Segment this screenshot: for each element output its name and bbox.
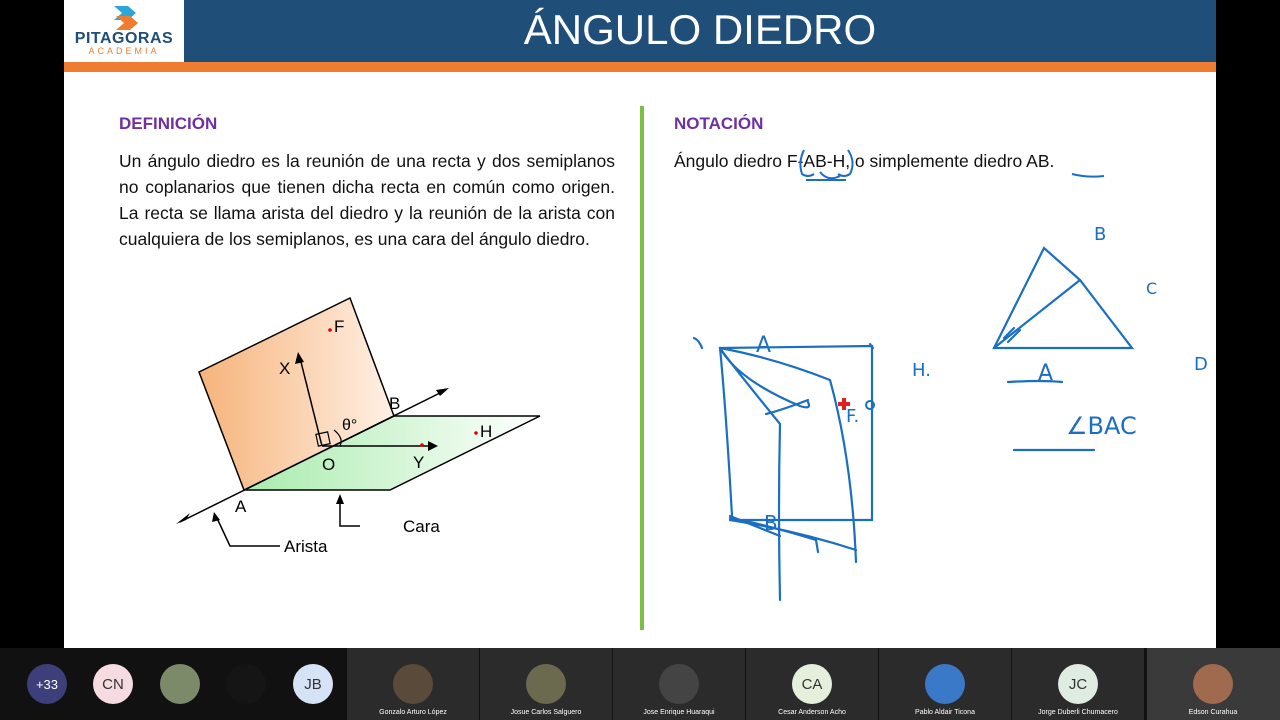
definition-text: Un ángulo diedro es la reunión de una recta y dos semiplanos no coplanarios que tienen dicha recta en común como origen. La recta se llama arista del diedro y la reunión de la arista con cualquiera de los semiplanos, es una cara del ángulo diedro. xyxy=(119,151,615,249)
participant-tile[interactable] xyxy=(480,648,612,720)
participant-name: Pablo Aldair Ticona xyxy=(915,709,975,716)
participant-name: Cesar Anderson Acho xyxy=(778,709,846,716)
header-stripe xyxy=(64,62,1216,72)
participant-tile[interactable] xyxy=(613,648,745,720)
participant-name: Jose Enrique Huaraqui xyxy=(643,709,715,716)
participant-avatar xyxy=(925,664,965,704)
logo-name: PITAGORAS xyxy=(74,30,174,47)
definition-heading: DEFINICIÓN xyxy=(119,114,218,133)
avatar-photo[interactable] xyxy=(160,664,200,704)
logo xyxy=(64,0,184,62)
label-cara: Cara xyxy=(403,517,440,536)
column-divider xyxy=(640,106,644,630)
label-x: X xyxy=(279,359,291,378)
ink-label-tri-b: B xyxy=(1094,224,1107,245)
participant-name: Jorge Duberli Chumacero xyxy=(1038,709,1118,716)
avatar-dark[interactable] xyxy=(226,664,266,704)
participant-avatar xyxy=(393,664,433,704)
participant-tile[interactable] xyxy=(746,648,878,720)
notation-fabh: F-AB-H xyxy=(786,151,846,171)
avatar-cn[interactable]: CN xyxy=(93,664,133,704)
notation-heading: NOTACIÓN xyxy=(674,114,764,133)
notation-prefix: Ángulo diedro xyxy=(674,151,787,171)
participant-name: Gonzalo Arturo López xyxy=(379,709,447,716)
handwritten-underline-ab xyxy=(1068,166,1110,182)
participant-avatar xyxy=(526,664,566,704)
participant-avatar: JC xyxy=(1058,664,1098,704)
label-b: B xyxy=(389,394,401,413)
ink-label-tri-a: A xyxy=(1038,361,1054,386)
slide-title: ÁNGULO DIEDRO xyxy=(523,6,877,53)
label-a: A xyxy=(235,497,247,516)
notation-ab: AB xyxy=(1026,151,1050,171)
ink-label-h: H. xyxy=(912,360,931,381)
label-theta: θ° xyxy=(342,417,358,434)
logo-icon xyxy=(64,2,184,32)
handwritten-annotations xyxy=(674,210,1208,610)
ink-label-b: B xyxy=(764,511,778,535)
ink-label-angle: ∠BAC xyxy=(1066,412,1137,440)
participant-tile[interactable] xyxy=(1147,648,1280,720)
label-y: Y xyxy=(413,453,425,472)
logo-sub: ACADEMIA xyxy=(88,46,160,56)
ink-label-f: F. xyxy=(846,406,860,427)
label-o: O xyxy=(322,455,336,474)
more-participants-button[interactable]: +33 xyxy=(27,664,67,704)
ink-label-a: A xyxy=(756,333,772,358)
notation-suffix: . xyxy=(1049,151,1055,171)
participant-avatar xyxy=(659,664,699,704)
handwritten-underline-fabh xyxy=(784,142,884,188)
ink-label-tri-c: C xyxy=(1146,279,1158,298)
label-f: F xyxy=(334,317,345,336)
notation-text xyxy=(674,148,1194,174)
participant-name: Josue Carlos Salguero xyxy=(510,709,582,716)
label-h: H xyxy=(480,422,493,441)
avatar-jb[interactable]: JB xyxy=(293,664,333,704)
ink-label-tri-d: D xyxy=(1194,354,1208,375)
dihedral-diagram xyxy=(164,290,564,570)
label-arista: Arista xyxy=(284,537,328,556)
presentation-slide xyxy=(64,0,1216,648)
notation-middle: , o simplemente diedro xyxy=(845,151,1027,171)
participant-tile[interactable] xyxy=(1012,648,1144,720)
participant-tile[interactable] xyxy=(347,648,479,720)
participant-name: Edson Curahua xyxy=(1188,709,1238,716)
participant-avatar: CA xyxy=(792,664,832,704)
participant-tile[interactable] xyxy=(879,648,1011,720)
participant-avatar xyxy=(1193,664,1233,704)
